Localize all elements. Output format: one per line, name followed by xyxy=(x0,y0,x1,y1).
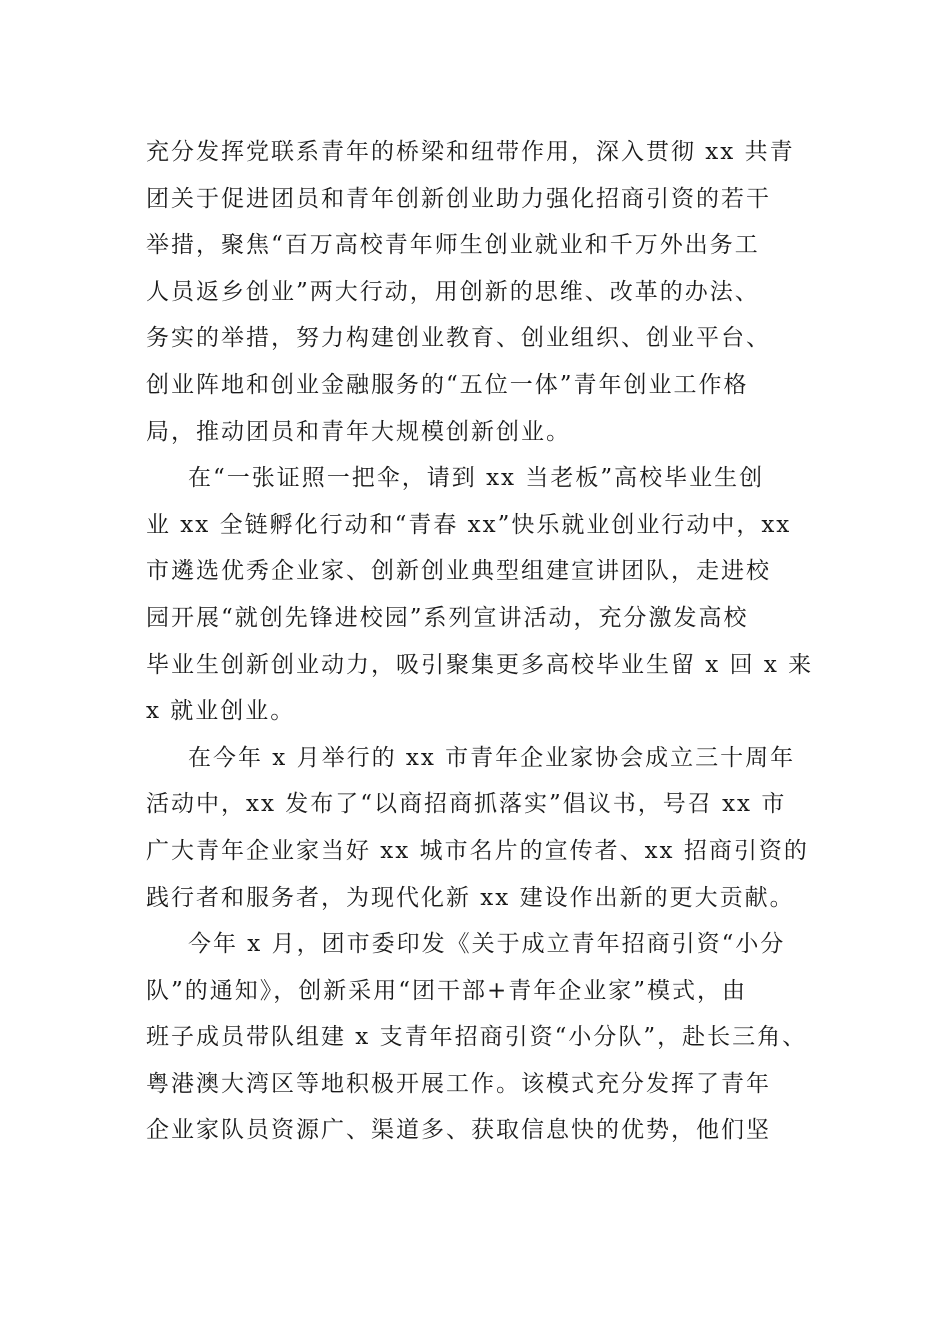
text-line: 市遴选优秀企业家、创新创业典型组建宣讲团队，走进校 xyxy=(146,558,771,585)
text-line: 务实的举措，努力构建创业教育、创业组织、创业平台、 xyxy=(146,325,771,352)
paragraph-start-line: 今年 x 月，团市委印发《关于成立青年招商引资“小分 xyxy=(188,931,786,958)
text-line: 举措，聚焦“百万高校青年师生创业就业和千万外出务工 xyxy=(146,232,760,259)
text-line: 人员返乡创业”两大行动，用创新的思维、改革的办法、 xyxy=(146,278,760,305)
text-line: 充分发挥党联系青年的桥梁和纽带作用，深入贯彻 xx 共青 xyxy=(146,139,795,165)
document-body xyxy=(146,129,836,1154)
text-line: 团关于促进团员和青年创新创业助力强化招商引资的若干 xyxy=(146,185,771,212)
text-line: 业 xx 全链孵化行动和“青春 xx”快乐就业创业行动中，xx xyxy=(146,511,792,538)
text-line: 粤港澳大湾区等地积极开展工作。该模式充分发挥了青年 xyxy=(146,1070,771,1097)
text-line: 广大青年企业家当好 xx 城市名片的宣传者、xx 招商引资的 xyxy=(146,837,809,864)
text-line: 园开展“就创先锋进校园”系列宣讲活动，充分激发高校 xyxy=(146,604,749,631)
text-line: x 就业创业。 xyxy=(146,698,296,725)
text-line: 队”的通知》，创新采用“团干部+青年企业家”模式，由 xyxy=(146,977,748,1004)
text-line: 局，推动团员和青年大规模创新创业。 xyxy=(146,418,571,445)
text-line: 企业家队员资源广、渠道多、获取信息快的优势，他们坚 xyxy=(146,1117,771,1144)
text-line: 践行者和服务者，为现代化新 xx 建设作出新的更大贡献。 xyxy=(146,884,795,911)
text-line: 班子成员带队组建 x 支青年招商引资“小分队”，赴长三角、 xyxy=(146,1024,808,1051)
paragraph-start-line: 在今年 x 月举行的 xx 市青年企业家协会成立三十周年 xyxy=(188,744,796,771)
text-line: 毕业生创新创业动力，吸引聚集更多高校毕业生留 x 回 x 来 xyxy=(146,651,814,678)
text-line: 活动中，xx 发布了“以商招商抓落实”倡议书，号召 xx 市 xyxy=(146,791,787,818)
paragraph-start-line: 在“一张证照一把伞，请到 xx 当老板”高校毕业生创 xyxy=(188,465,765,492)
text-line: 创业阵地和创业金融服务的“五位一体”青年创业工作格 xyxy=(146,371,749,398)
